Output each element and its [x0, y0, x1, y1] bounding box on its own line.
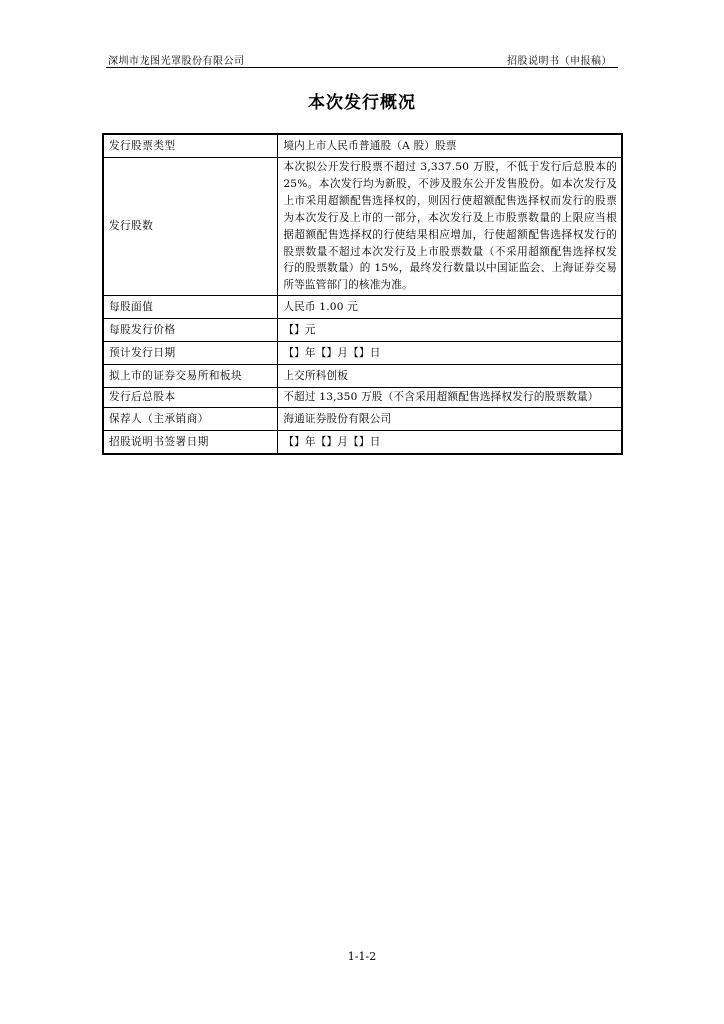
row-value: 不超过 13,350 万股（不含采用超额配售选择权发行的股票数量）	[278, 388, 622, 408]
table-row-par-value	[103, 296, 622, 319]
row-label: 保荐人（主承销商）	[103, 408, 278, 431]
header-document-name: 招股说明书（申报稿）	[507, 56, 612, 67]
row-label: 招股说明书签署日期	[103, 431, 278, 455]
row-value: 海通证券股份有限公司	[278, 408, 622, 431]
row-label: 每股面值	[103, 296, 278, 319]
header-divider	[106, 67, 618, 68]
page-number: 1-1-2	[347, 950, 377, 963]
table-row-sponsor	[103, 408, 622, 431]
row-value: 【】年【】月【】日	[278, 431, 622, 455]
page-header	[106, 50, 618, 67]
table-row-signing-date	[103, 431, 622, 455]
row-value: 本次拟公开发行股票不超过 3,337.50 万股，不低于发行后总股本的 25%。本次发行均为新股，不涉及股东公开发售股份。如本次发行及上市采用超额配售选择权的，则因行使超额配售选择权而发行的股票为本次发行及上市的一部分，本次发行及上市股票数量的上限应当根据超额配售选择权的行使结果相应增加，行使超额配售选择权发行的股票数量不超过本次发行及上市股票数量（不采用超额配售选择权发行的股票数量）的 15%，最终发行数量以中国证监会、上海证券交易所等监管部门的核准为准。	[278, 158, 622, 296]
table-row-share-count	[103, 158, 622, 296]
row-label: 发行股数	[103, 158, 278, 296]
row-label: 发行后总股本	[103, 388, 278, 408]
row-value: 上交所科创板	[278, 365, 622, 388]
table-row-issue-date	[103, 342, 622, 365]
row-value: 人民币 1.00 元	[278, 296, 622, 319]
table-row-issue-price	[103, 319, 622, 342]
row-value: 【】元	[278, 319, 622, 342]
header-company-name: 深圳市龙图光罩股份有限公司	[108, 56, 245, 67]
page-title: 本次发行概况	[308, 93, 416, 113]
table-row-share-type	[103, 134, 622, 158]
row-label: 预计发行日期	[103, 342, 278, 365]
offering-overview-table	[102, 133, 623, 455]
row-value: 境内上市人民币普通股（A 股）股票	[278, 134, 622, 158]
row-label: 拟上市的证券交易所和板块	[103, 365, 278, 388]
table-row-exchange-board	[103, 365, 622, 388]
table-row-total-shares	[103, 388, 622, 408]
row-value: 【】年【】月【】日	[278, 342, 622, 365]
row-label: 发行股票类型	[103, 134, 278, 158]
row-label: 每股发行价格	[103, 319, 278, 342]
